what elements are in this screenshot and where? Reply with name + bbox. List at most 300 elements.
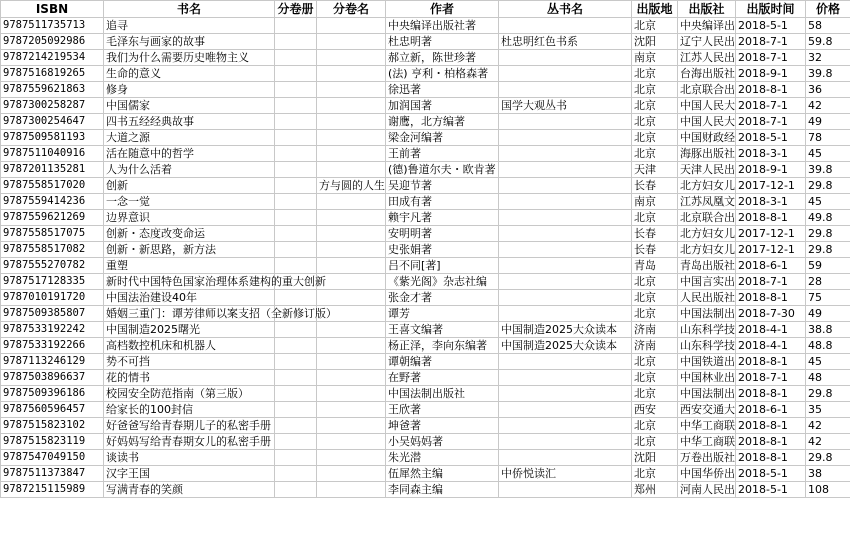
cell-author[interactable]: 谢鹰，北方编著 [386, 114, 499, 130]
cell-vol-no[interactable] [275, 402, 317, 418]
cell-series[interactable] [499, 370, 632, 386]
cell-series[interactable] [499, 66, 632, 82]
cell-isbn[interactable]: 9787559621269 [1, 210, 104, 226]
cell-isbn[interactable]: 9787300254647 [1, 114, 104, 130]
cell-title[interactable]: 人为什么活着 [104, 162, 275, 178]
cell-place[interactable]: 北京 [632, 114, 678, 130]
cell-date[interactable]: 2018-8-1 [736, 290, 806, 306]
cell-price[interactable]: 59 [806, 258, 850, 274]
cell-price[interactable]: 78 [806, 130, 850, 146]
cell-place[interactable]: 沈阳 [632, 34, 678, 50]
cell-isbn[interactable]: 9787511735713 [1, 18, 104, 34]
cell-date[interactable]: 2018-7-1 [736, 34, 806, 50]
cell-author[interactable]: 赖宇凡著 [386, 210, 499, 226]
cell-vol-no[interactable] [275, 178, 317, 194]
cell-vol-no[interactable] [275, 338, 317, 354]
cell-date[interactable]: 2018-8-1 [736, 386, 806, 402]
cell-vol-name[interactable] [317, 82, 386, 98]
cell-publisher[interactable]: 中华工商联 [678, 418, 736, 434]
cell-title[interactable]: 追寻 [104, 18, 275, 34]
cell-series[interactable] [499, 354, 632, 370]
cell-publisher[interactable]: 人民出版社 [678, 290, 736, 306]
cell-author[interactable]: 吕不同[著] [386, 258, 499, 274]
cell-vol-name[interactable] [317, 466, 386, 482]
cell-title[interactable]: 高档数控机床和机器人 [104, 338, 275, 354]
cell-isbn[interactable]: 9787516819265 [1, 66, 104, 82]
cell-author[interactable]: 王前著 [386, 146, 499, 162]
cell-publisher[interactable]: 北京联合出 [678, 82, 736, 98]
cell-price[interactable]: 39.8 [806, 162, 850, 178]
cell-series[interactable] [499, 82, 632, 98]
cell-title[interactable]: 好爸爸写给青春期儿子的私密手册 [104, 418, 275, 434]
cell-date[interactable]: 2018-8-1 [736, 450, 806, 466]
cell-price[interactable]: 108 [806, 482, 850, 498]
cell-vol-no[interactable] [275, 82, 317, 98]
cell-isbn[interactable]: 9787509385807 [1, 306, 104, 322]
cell-price[interactable]: 39.8 [806, 66, 850, 82]
cell-title[interactable]: 大道之源 [104, 130, 275, 146]
cell-vol-no[interactable] [275, 466, 317, 482]
cell-vol-name[interactable] [317, 306, 386, 322]
cell-place[interactable]: 北京 [632, 130, 678, 146]
cell-publisher[interactable]: 辽宁人民出 [678, 34, 736, 50]
cell-publisher[interactable]: 北方妇女儿 [678, 242, 736, 258]
cell-vol-name[interactable] [317, 34, 386, 50]
cell-vol-name[interactable] [317, 210, 386, 226]
cell-date[interactable]: 2018-3-1 [736, 194, 806, 210]
cell-vol-name[interactable] [317, 114, 386, 130]
cell-price[interactable]: 49 [806, 306, 850, 322]
cell-title[interactable]: 好妈妈写给青春期女儿的私密手册 [104, 434, 275, 450]
cell-date[interactable]: 2018-5-1 [736, 130, 806, 146]
cell-publisher[interactable]: 海豚出版社 [678, 146, 736, 162]
cell-vol-no[interactable] [275, 322, 317, 338]
cell-isbn[interactable]: 9787555270782 [1, 258, 104, 274]
cell-series[interactable] [499, 402, 632, 418]
cell-author[interactable]: 安明明著 [386, 226, 499, 242]
header-vol-no[interactable]: 分卷册 [275, 1, 317, 18]
cell-vol-name[interactable] [317, 434, 386, 450]
cell-price[interactable]: 38.8 [806, 322, 850, 338]
cell-date[interactable]: 2018-8-1 [736, 418, 806, 434]
cell-title[interactable]: 生命的意义 [104, 66, 275, 82]
cell-vol-name[interactable] [317, 274, 386, 290]
cell-place[interactable]: 北京 [632, 386, 678, 402]
cell-author[interactable]: 杨正泽，李向东编著 [386, 338, 499, 354]
cell-date[interactable]: 2018-7-30 [736, 306, 806, 322]
cell-publisher[interactable]: 中国华侨出 [678, 466, 736, 482]
cell-author[interactable]: 谭芳 [386, 306, 499, 322]
cell-date[interactable]: 2018-7-1 [736, 114, 806, 130]
cell-title[interactable]: 重塑 [104, 258, 275, 274]
cell-publisher[interactable]: 台海出版社 [678, 66, 736, 82]
cell-price[interactable]: 29.8 [806, 450, 850, 466]
cell-author[interactable]: 田成有著 [386, 194, 499, 210]
cell-series[interactable] [499, 210, 632, 226]
cell-publisher[interactable]: 中国人民大 [678, 98, 736, 114]
cell-author[interactable]: 小吴妈妈著 [386, 434, 499, 450]
cell-vol-no[interactable] [275, 34, 317, 50]
cell-place[interactable]: 北京 [632, 98, 678, 114]
cell-place[interactable]: 济南 [632, 338, 678, 354]
cell-date[interactable]: 2018-4-1 [736, 338, 806, 354]
cell-isbn[interactable]: 9787201135281 [1, 162, 104, 178]
cell-publisher[interactable]: 中国人民大 [678, 114, 736, 130]
cell-vol-no[interactable] [275, 434, 317, 450]
cell-vol-name[interactable] [317, 50, 386, 66]
cell-date[interactable]: 2018-9-1 [736, 66, 806, 82]
cell-price[interactable]: 29.8 [806, 242, 850, 258]
cell-series[interactable] [499, 274, 632, 290]
cell-isbn[interactable]: 9787214219534 [1, 50, 104, 66]
cell-vol-no[interactable] [275, 482, 317, 498]
cell-vol-name[interactable] [317, 130, 386, 146]
cell-place[interactable]: 南京 [632, 194, 678, 210]
cell-vol-no[interactable] [275, 258, 317, 274]
cell-title[interactable]: 边界意识 [104, 210, 275, 226]
cell-isbn[interactable]: 9787559414236 [1, 194, 104, 210]
cell-publisher[interactable]: 中国财政经 [678, 130, 736, 146]
cell-publisher[interactable]: 江苏人民出 [678, 50, 736, 66]
cell-series[interactable] [499, 194, 632, 210]
cell-price[interactable]: 48.8 [806, 338, 850, 354]
cell-series[interactable] [499, 162, 632, 178]
cell-title[interactable]: 我们为什么需要历史唯物主义 [104, 50, 275, 66]
cell-title[interactable]: 势不可挡 [104, 354, 275, 370]
cell-series[interactable] [499, 386, 632, 402]
cell-place[interactable]: 北京 [632, 418, 678, 434]
cell-series[interactable] [499, 450, 632, 466]
cell-place[interactable]: 南京 [632, 50, 678, 66]
cell-vol-no[interactable] [275, 386, 317, 402]
cell-title[interactable]: 校园安全防范指南（第三版） [104, 386, 275, 402]
cell-price[interactable]: 29.8 [806, 226, 850, 242]
cell-title[interactable]: 婚姻三重门：谭芳律师以案支招（全新修订版） [104, 306, 275, 322]
cell-publisher[interactable]: 天津人民出 [678, 162, 736, 178]
cell-price[interactable]: 32 [806, 50, 850, 66]
cell-series[interactable]: 中国制造2025大众读本 [499, 322, 632, 338]
cell-isbn[interactable]: 9787215115989 [1, 482, 104, 498]
header-place[interactable]: 出版地 [632, 1, 678, 18]
cell-publisher[interactable]: 山东科学技 [678, 322, 736, 338]
cell-title[interactable]: 一念一觉 [104, 194, 275, 210]
cell-title[interactable]: 创新・态度改变命运 [104, 226, 275, 242]
cell-date[interactable]: 2018-7-1 [736, 274, 806, 290]
cell-price[interactable]: 58 [806, 18, 850, 34]
cell-series[interactable] [499, 306, 632, 322]
cell-title[interactable]: 中国制造2025曙光 [104, 322, 275, 338]
cell-place[interactable]: 长春 [632, 242, 678, 258]
cell-place[interactable]: 北京 [632, 82, 678, 98]
cell-title[interactable]: 给家长的100封信 [104, 402, 275, 418]
cell-isbn[interactable]: 9787503896637 [1, 370, 104, 386]
cell-publisher[interactable]: 西安交通大 [678, 402, 736, 418]
cell-author[interactable]: 坤爸著 [386, 418, 499, 434]
cell-publisher[interactable]: 中国铁道出 [678, 354, 736, 370]
cell-series[interactable] [499, 146, 632, 162]
cell-price[interactable]: 29.8 [806, 178, 850, 194]
cell-date[interactable]: 2017-12-1 [736, 226, 806, 242]
cell-price[interactable]: 49.8 [806, 210, 850, 226]
cell-vol-name[interactable] [317, 354, 386, 370]
cell-series[interactable] [499, 178, 632, 194]
cell-vol-no[interactable] [275, 130, 317, 146]
cell-place[interactable]: 北京 [632, 274, 678, 290]
cell-author[interactable]: 徐迅著 [386, 82, 499, 98]
cell-publisher[interactable]: 江苏凤凰文 [678, 194, 736, 210]
cell-isbn[interactable]: 9787533192242 [1, 322, 104, 338]
cell-author[interactable]: 伍犀然主编 [386, 466, 499, 482]
cell-series[interactable] [499, 226, 632, 242]
cell-publisher[interactable]: 青岛出版社 [678, 258, 736, 274]
cell-vol-name[interactable] [317, 482, 386, 498]
cell-place[interactable]: 北京 [632, 306, 678, 322]
cell-vol-name[interactable] [317, 98, 386, 114]
header-title[interactable]: 书名 [104, 1, 275, 18]
cell-price[interactable]: 48 [806, 370, 850, 386]
header-date[interactable]: 出版时间 [736, 1, 806, 18]
cell-vol-no[interactable] [275, 50, 317, 66]
cell-date[interactable]: 2018-7-1 [736, 50, 806, 66]
cell-place[interactable]: 长春 [632, 226, 678, 242]
cell-vol-name[interactable] [317, 290, 386, 306]
cell-isbn[interactable]: 9787010191720 [1, 290, 104, 306]
cell-author[interactable]: 梁金河编著 [386, 130, 499, 146]
cell-title[interactable]: 中国儒家 [104, 98, 275, 114]
cell-price[interactable]: 35 [806, 402, 850, 418]
cell-title[interactable]: 花的情书 [104, 370, 275, 386]
cell-series[interactable] [499, 290, 632, 306]
cell-title[interactable]: 修身 [104, 82, 275, 98]
cell-price[interactable]: 42 [806, 418, 850, 434]
cell-publisher[interactable]: 北方妇女儿 [678, 226, 736, 242]
cell-date[interactable]: 2018-7-1 [736, 370, 806, 386]
cell-price[interactable]: 38 [806, 466, 850, 482]
cell-vol-no[interactable] [275, 114, 317, 130]
cell-author[interactable]: 王欣著 [386, 402, 499, 418]
cell-isbn[interactable]: 9787517128335 [1, 274, 104, 290]
cell-place[interactable]: 郑州 [632, 482, 678, 498]
cell-isbn[interactable]: 9787205092986 [1, 34, 104, 50]
cell-date[interactable]: 2018-8-1 [736, 82, 806, 98]
header-publisher[interactable]: 出版社 [678, 1, 736, 18]
cell-author[interactable]: 李同森主编 [386, 482, 499, 498]
cell-isbn[interactable]: 9787560596457 [1, 402, 104, 418]
cell-author[interactable]: 史张娟著 [386, 242, 499, 258]
cell-publisher[interactable]: 中国言实出 [678, 274, 736, 290]
cell-isbn[interactable]: 9787509581193 [1, 130, 104, 146]
header-price[interactable]: 价格 [806, 1, 850, 18]
cell-vol-name[interactable] [317, 146, 386, 162]
cell-vol-name[interactable] [317, 322, 386, 338]
cell-series[interactable]: 杜忠明红色书系 [499, 34, 632, 50]
cell-isbn[interactable]: 9787533192266 [1, 338, 104, 354]
cell-place[interactable]: 北京 [632, 66, 678, 82]
cell-price[interactable]: 49 [806, 114, 850, 130]
cell-vol-no[interactable] [275, 210, 317, 226]
cell-series[interactable] [499, 18, 632, 34]
cell-vol-name[interactable] [317, 194, 386, 210]
cell-place[interactable]: 北京 [632, 290, 678, 306]
cell-title[interactable]: 四书五经经典故事 [104, 114, 275, 130]
cell-place[interactable]: 长春 [632, 178, 678, 194]
cell-vol-no[interactable] [275, 194, 317, 210]
cell-series[interactable] [499, 418, 632, 434]
cell-place[interactable]: 天津 [632, 162, 678, 178]
cell-isbn[interactable]: 9787558517082 [1, 242, 104, 258]
cell-vol-no[interactable] [275, 98, 317, 114]
cell-title[interactable]: 新时代中国特色国家治理体系建构的重大创新 [104, 274, 275, 290]
cell-title[interactable]: 活在随意中的哲学 [104, 146, 275, 162]
cell-publisher[interactable]: 北方妇女儿 [678, 178, 736, 194]
cell-vol-name[interactable] [317, 18, 386, 34]
cell-price[interactable]: 29.8 [806, 386, 850, 402]
cell-vol-name[interactable] [317, 162, 386, 178]
cell-author[interactable]: 加润国著 [386, 98, 499, 114]
cell-date[interactable]: 2018-4-1 [736, 322, 806, 338]
cell-isbn[interactable]: 9787559621863 [1, 82, 104, 98]
cell-isbn[interactable]: 9787558517020 [1, 178, 104, 194]
cell-title[interactable]: 写满青春的笑颜 [104, 482, 275, 498]
cell-vol-name[interactable] [317, 402, 386, 418]
cell-publisher[interactable]: 中华工商联 [678, 434, 736, 450]
cell-vol-name[interactable] [317, 242, 386, 258]
cell-date[interactable]: 2018-8-1 [736, 354, 806, 370]
cell-author[interactable]: 郝立新，陈世珍著 [386, 50, 499, 66]
cell-isbn[interactable]: 9787558517075 [1, 226, 104, 242]
cell-vol-name[interactable] [317, 226, 386, 242]
cell-series[interactable] [499, 50, 632, 66]
header-vol-name[interactable]: 分卷名 [317, 1, 386, 18]
cell-series[interactable] [499, 242, 632, 258]
cell-price[interactable]: 59.8 [806, 34, 850, 50]
cell-author[interactable]: (法) 亨利・柏格森著 [386, 66, 499, 82]
cell-price[interactable]: 75 [806, 290, 850, 306]
cell-vol-no[interactable] [275, 226, 317, 242]
cell-publisher[interactable]: 中国林业出 [678, 370, 736, 386]
cell-publisher[interactable]: 中央编译出 [678, 18, 736, 34]
cell-vol-name[interactable] [317, 258, 386, 274]
cell-date[interactable]: 2018-8-1 [736, 434, 806, 450]
cell-place[interactable]: 北京 [632, 370, 678, 386]
cell-publisher[interactable]: 万卷出版社 [678, 450, 736, 466]
cell-vol-no[interactable] [275, 146, 317, 162]
cell-place[interactable]: 西安 [632, 402, 678, 418]
cell-vol-name[interactable] [317, 338, 386, 354]
cell-publisher[interactable]: 中国法制出 [678, 306, 736, 322]
cell-publisher[interactable]: 中国法制出 [678, 386, 736, 402]
cell-title[interactable]: 汉字王国 [104, 466, 275, 482]
cell-series[interactable] [499, 434, 632, 450]
cell-price[interactable]: 28 [806, 274, 850, 290]
cell-date[interactable]: 2018-6-1 [736, 258, 806, 274]
cell-isbn[interactable]: 9787300258287 [1, 98, 104, 114]
cell-place[interactable]: 北京 [632, 434, 678, 450]
cell-vol-no[interactable] [275, 450, 317, 466]
cell-series[interactable] [499, 130, 632, 146]
cell-date[interactable]: 2018-3-1 [736, 146, 806, 162]
cell-author[interactable]: 王喜文编著 [386, 322, 499, 338]
cell-author[interactable]: 中央编译出版社著 [386, 18, 499, 34]
cell-place[interactable]: 北京 [632, 354, 678, 370]
cell-publisher[interactable]: 北京联合出 [678, 210, 736, 226]
cell-vol-name[interactable] [317, 450, 386, 466]
cell-vol-no[interactable] [275, 370, 317, 386]
cell-author[interactable]: 在野著 [386, 370, 499, 386]
cell-publisher[interactable]: 河南人民出 [678, 482, 736, 498]
cell-series[interactable] [499, 114, 632, 130]
cell-author[interactable]: 吴迎节著 [386, 178, 499, 194]
cell-series[interactable]: 国学大观丛书 [499, 98, 632, 114]
cell-isbn[interactable]: 9787113246129 [1, 354, 104, 370]
cell-title[interactable]: 谈读书 [104, 450, 275, 466]
cell-author[interactable]: 杜忠明著 [386, 34, 499, 50]
cell-title[interactable]: 中国法治建设40年 [104, 290, 275, 306]
cell-author[interactable]: 中国法制出版社 [386, 386, 499, 402]
cell-price[interactable]: 45 [806, 194, 850, 210]
header-isbn[interactable]: ISBN [1, 1, 104, 18]
cell-isbn[interactable]: 9787547049150 [1, 450, 104, 466]
cell-vol-no[interactable] [275, 354, 317, 370]
cell-price[interactable]: 36 [806, 82, 850, 98]
cell-vol-name[interactable] [317, 370, 386, 386]
cell-date[interactable]: 2018-6-1 [736, 402, 806, 418]
cell-title[interactable]: 创新 [104, 178, 275, 194]
cell-series[interactable] [499, 482, 632, 498]
cell-author[interactable]: 张金才著 [386, 290, 499, 306]
header-author[interactable]: 作者 [386, 1, 499, 18]
cell-place[interactable]: 沈阳 [632, 450, 678, 466]
cell-vol-name[interactable] [317, 66, 386, 82]
cell-author[interactable]: (德)鲁道尔夫・欧肯著 [386, 162, 499, 178]
cell-vol-no[interactable] [275, 418, 317, 434]
cell-price[interactable]: 42 [806, 98, 850, 114]
cell-place[interactable]: 北京 [632, 466, 678, 482]
cell-place[interactable]: 北京 [632, 146, 678, 162]
cell-author[interactable]: 谭朝编著 [386, 354, 499, 370]
cell-date[interactable]: 2018-5-1 [736, 466, 806, 482]
cell-date[interactable]: 2018-7-1 [736, 98, 806, 114]
cell-price[interactable]: 45 [806, 354, 850, 370]
cell-vol-no[interactable] [275, 290, 317, 306]
cell-series[interactable]: 中侨悦读汇 [499, 466, 632, 482]
cell-date[interactable]: 2018-5-1 [736, 18, 806, 34]
cell-isbn[interactable]: 9787515823119 [1, 434, 104, 450]
cell-title[interactable]: 毛泽东与画家的故事 [104, 34, 275, 50]
cell-date[interactable]: 2017-12-1 [736, 178, 806, 194]
header-series[interactable]: 丛书名 [499, 1, 632, 18]
cell-date[interactable]: 2018-8-1 [736, 210, 806, 226]
cell-series[interactable] [499, 258, 632, 274]
cell-place[interactable]: 北京 [632, 18, 678, 34]
cell-price[interactable]: 42 [806, 434, 850, 450]
cell-author[interactable]: 朱光潜 [386, 450, 499, 466]
cell-publisher[interactable]: 山东科学技 [678, 338, 736, 354]
cell-title[interactable]: 创新・新思路，新方法 [104, 242, 275, 258]
cell-price[interactable]: 45 [806, 146, 850, 162]
cell-place[interactable]: 青岛 [632, 258, 678, 274]
cell-vol-no[interactable] [275, 162, 317, 178]
cell-place[interactable]: 济南 [632, 322, 678, 338]
cell-isbn[interactable]: 9787511040916 [1, 146, 104, 162]
cell-isbn[interactable]: 9787509396186 [1, 386, 104, 402]
cell-vol-no[interactable] [275, 18, 317, 34]
cell-place[interactable]: 北京 [632, 210, 678, 226]
cell-series[interactable]: 中国制造2025大众读本 [499, 338, 632, 354]
cell-vol-name[interactable]: 方与圆的人生 [317, 178, 386, 194]
cell-vol-name[interactable] [317, 386, 386, 402]
cell-isbn[interactable]: 9787515823102 [1, 418, 104, 434]
